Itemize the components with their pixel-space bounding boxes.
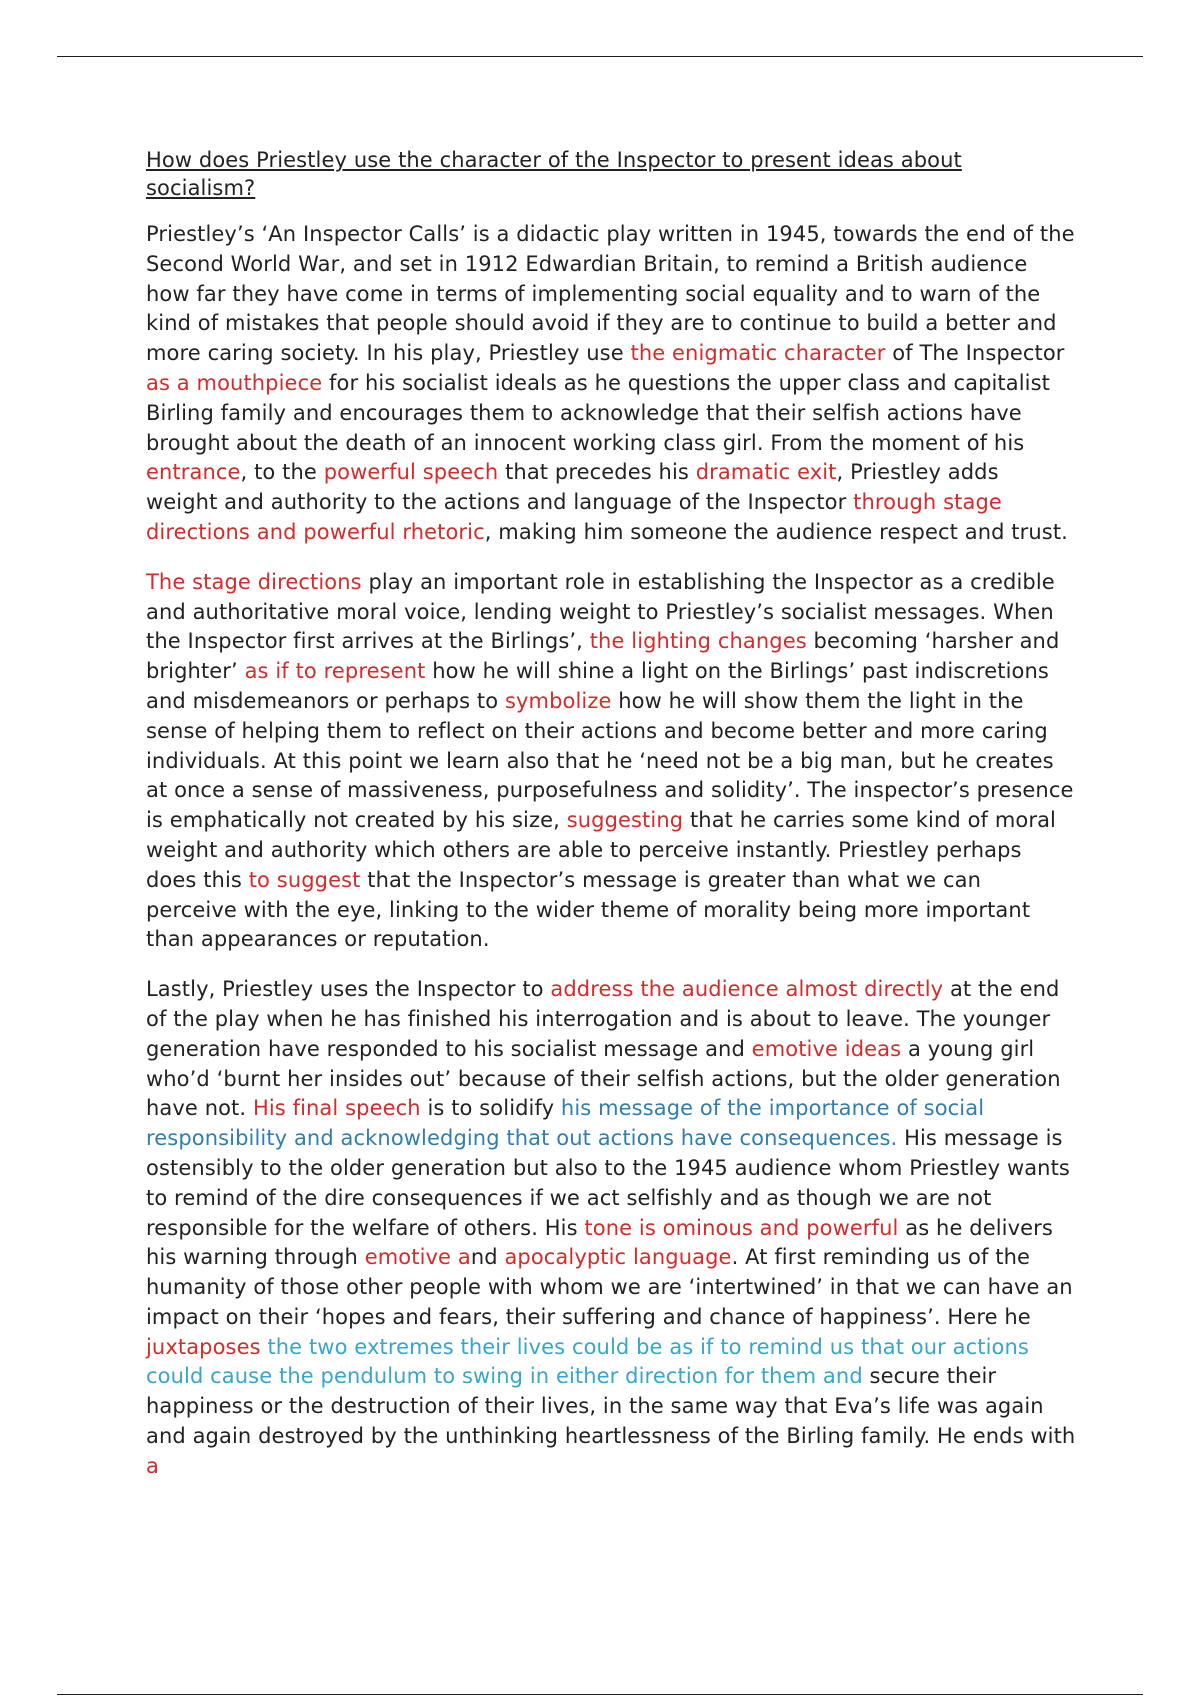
text-segment: a young girl who’d ‘burnt her insides out’ because of their selfish actions, but the older generation have not. (146, 1036, 1061, 1121)
title-line-2: socialism? (146, 176, 256, 200)
text-segment: how he will shine a light on the Birlings’ past indiscretions and misdemeanors or perhaps to (146, 659, 1049, 713)
red-highlight: the lighting changes (589, 629, 807, 654)
red-highlight: through stage directions and powerful rhetoric (146, 490, 1002, 544)
red-highlight: juxtaposes (146, 1334, 261, 1359)
text-segment: Priestley’s ‘An Inspector Calls’ is a didactic play written in 1945, towards the end of the Second World War, and set in 1912 Edwardian Britain, to remind a British audience how far they have come in terms of implementing social equality and to warn of the kind of mistakes that people should avoid if they are to continue to build a better and more caring society. In his play, Priestley use (146, 222, 1075, 366)
top-rule (57, 56, 1143, 57)
red-highlight: His final speech (252, 1096, 421, 1121)
red-highlight: as if to represent (244, 659, 426, 684)
text-segment: , to the (240, 460, 324, 485)
paragraph-intro (146, 220, 1076, 548)
text-segment: of The Inspector (885, 341, 1065, 366)
text-segment: His message is ostensibly to the older generation but also to the 1945 audience whom Priestley wants to remind of the dire consequences if we act selfishly and as though we are not responsible for the welfare of others. His (146, 1126, 1070, 1240)
essay-document (146, 146, 1076, 1502)
essay-title (146, 146, 1076, 202)
paragraph-stage-directions (146, 568, 1076, 955)
text-segment: play an important role in establishing the Inspector as a credible and authoritative moral voice, lending weight to Priestley’s socialist messages. When the Inspector first arrives at the Birlings’, (146, 569, 1055, 654)
text-segment: nd (470, 1245, 505, 1270)
text-segment: , Priestley adds weight and authority to the actions and language of the Inspector (146, 460, 999, 515)
red-highlight: address the audience almost directly (550, 977, 944, 1002)
text-segment: how he will show them the light in the sense of helping them to reflect on their actions and become better and more caring individuals. At this point we learn also that he ‘need not be a big man, but he creates at once a sense of massiveness, purposefulness and solidity’. The inspector’s presence is emphatically not created by his size, (146, 688, 1074, 833)
red-highlight: emotive ideas (751, 1036, 902, 1061)
text-segment: for his socialist ideals as he questions the upper class and capitalist Birling family and encourages them to acknowledge that their selfish actions have brought about the death of an innocent working class girl. From the moment of his (146, 370, 1050, 455)
text-segment: that precedes his (498, 460, 696, 485)
title-line-1: How does Priestley use the character of the Inspector to present ideas about (146, 148, 962, 172)
text-segment: Lastly, Priestley uses the Inspector to (146, 977, 551, 1002)
blue-highlight: his message of the importance of social responsibility and acknowledging that out actions have consequences. (146, 1096, 985, 1151)
text-segment: at the end of the play when he has finished his interrogation and is about to leave. The younger generation have responded to his socialist message and (146, 977, 1060, 1061)
red-highlight: powerful speech (323, 460, 499, 485)
red-highlight: emotive a (364, 1245, 471, 1270)
red-highlight: apocalyptic language (504, 1245, 732, 1270)
paragraph-final-speech (146, 975, 1076, 1482)
text-segment: that he carries some kind of moral weight and authority which others are able to perceive instantly. Priestley perhaps does this (146, 808, 1056, 892)
red-highlight: suggesting (566, 808, 684, 833)
light-blue-highlight: the two extremes their lives could be as if to remind us that our actions could cause the pendulum to swing in either direction for them and (146, 1334, 1029, 1389)
text-segment: that the Inspector’s message is greater than what we can perceive with the eye, linking to the wider theme of morality being more important than appearances or reputation. (146, 867, 1031, 952)
red-highlight: a (146, 1453, 159, 1478)
red-highlight: entrance (146, 460, 241, 485)
text-segment: as he delivers his warning through (146, 1215, 1053, 1270)
bottom-rule (57, 1694, 1143, 1695)
red-highlight: dramatic exit (695, 460, 837, 485)
red-highlight: tone is ominous and powerful (584, 1215, 899, 1240)
red-highlight: to suggest (248, 867, 361, 892)
text-segment: . At first reminding us of the humanity of those other people with whom we are ‘intertwined’ in that we can have an impact on their ‘hopes and fears, their suffering and chance of happiness’. Here he (146, 1245, 1073, 1329)
text-segment: becoming ‘harsher and brighter’ (146, 629, 1060, 684)
text-segment: is to solidify (420, 1096, 561, 1121)
text-segment: secure their happiness or the destruction of their lives, in the same way that Eva’s life was again and again destroyed by the unthinking heartlessness of the Birling family. He ends with (146, 1364, 1076, 1449)
red-highlight: symbolize (504, 688, 612, 713)
red-highlight: as a mouthpiece (146, 370, 323, 395)
text-segment: , making him someone the audience respect and trust. (484, 519, 1068, 544)
red-highlight: The stage directions (146, 569, 362, 594)
red-highlight: the enigmatic character (630, 341, 886, 366)
